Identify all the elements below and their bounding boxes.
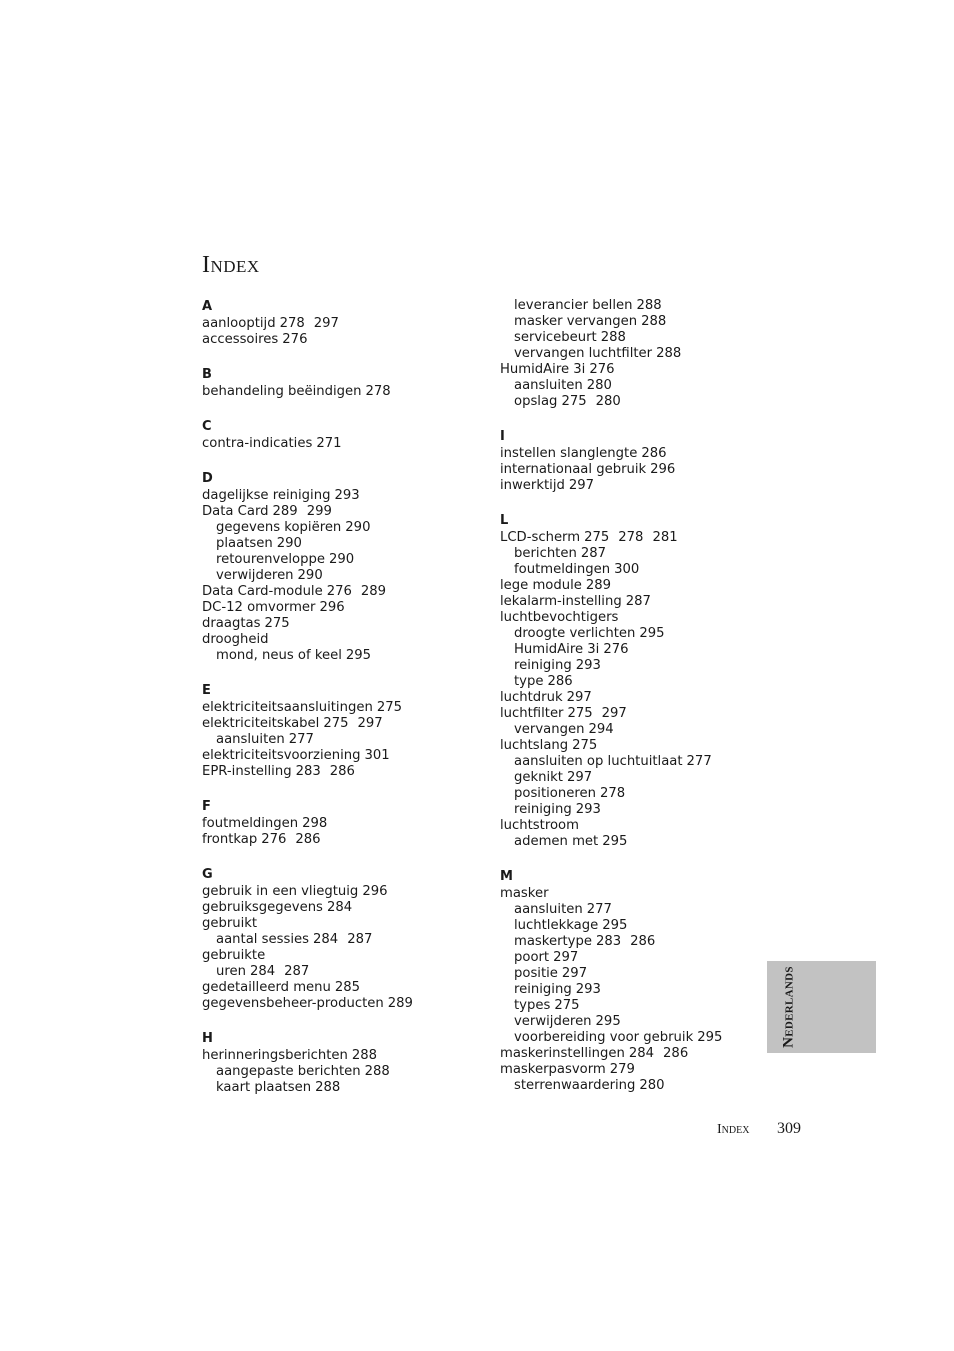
index-page-number: 301 [364, 748, 390, 763]
index-page-number: 275 [561, 394, 587, 409]
index-entry [202, 996, 502, 1012]
index-page-number: 284 [313, 932, 339, 947]
index-entry [202, 900, 502, 916]
index-page-number: 297 [357, 716, 383, 731]
index-entry [500, 478, 760, 494]
index-term: retourenveloppe [216, 552, 325, 567]
index-term: inwerktijd [500, 478, 565, 493]
index-page-number: 277 [686, 754, 712, 769]
index-subentry [500, 802, 760, 818]
index-page-number: 290 [276, 536, 302, 551]
index-term: opslag [514, 394, 558, 409]
index-entry [202, 716, 502, 732]
index-subentry [202, 1080, 502, 1096]
index-term: gebruiksgegevens [202, 900, 323, 915]
index-letter-heading: A [202, 299, 213, 314]
index-term: plaatsen [216, 536, 273, 551]
index-subentry [202, 964, 502, 980]
index-entry [500, 818, 760, 834]
index-page-number: 297 [566, 770, 593, 785]
index-page-number: 294 [588, 722, 614, 737]
index-entry [202, 384, 502, 400]
index-page-number: 276 [603, 642, 629, 657]
index-term: LCD-scherm [500, 530, 581, 545]
index-page-number: 276 [261, 832, 287, 847]
index-term: mond, neus of keel [216, 648, 342, 663]
index-term: kaart plaatsen [216, 1080, 312, 1095]
index-subentry [500, 626, 760, 642]
index-subentry [500, 314, 760, 330]
index-term: masker [500, 886, 549, 901]
index-subentry [500, 642, 760, 658]
index-subentry [202, 732, 502, 748]
index-entry [202, 504, 502, 520]
index-subentry [500, 998, 760, 1014]
index-term: positioneren [514, 786, 596, 801]
index-term: droogte verlichten [514, 626, 636, 641]
index-entry [500, 738, 760, 754]
index-term: gegevens kopiëren [216, 520, 342, 535]
index-letter-heading: F [202, 799, 211, 814]
index-term: aantal sessies [216, 932, 310, 947]
index-page-number: 275 [572, 738, 598, 753]
index-page-number: 295 [595, 1014, 621, 1029]
footer-page-number: 309 [777, 1120, 801, 1137]
index-subentry [500, 658, 760, 674]
index-page-number: 281 [652, 530, 678, 545]
index-page-number: 276 [589, 362, 615, 377]
index-letter-heading: H [202, 1031, 213, 1046]
index-column-left [202, 298, 502, 1096]
index-subentry [202, 536, 502, 552]
index-entry [202, 748, 502, 764]
index-page-number: 295 [602, 918, 628, 933]
index-term: reiniging [514, 658, 572, 673]
index-term: verwijderen [216, 568, 294, 583]
index-page-number: 283 [295, 764, 321, 779]
index-subentry [500, 378, 760, 394]
index-page-number: 299 [306, 504, 332, 519]
index-page-number: 277 [586, 902, 612, 917]
index-page-number: 275 [264, 616, 290, 631]
index-subentry [500, 674, 760, 690]
index-page-number: 280 [639, 1078, 665, 1093]
index-term: lege module [500, 578, 582, 593]
index-term: foutmeldingen [514, 562, 611, 577]
index-term: aansluiten op luchtuitlaat [514, 754, 683, 769]
index-term: maskerinstellingen [500, 1046, 625, 1061]
index-subentry [500, 346, 760, 362]
index-page-number: 298 [302, 816, 328, 831]
index-subentry [500, 834, 760, 850]
index-page-number: 286 [663, 1046, 689, 1061]
language-side-tab [767, 961, 876, 1053]
index-entry [202, 948, 502, 964]
index-term: lekalarm-instelling [500, 594, 622, 609]
index-term: geknikt [514, 770, 563, 785]
index-subentry [202, 520, 502, 536]
index-term: luchtbevochtigers [500, 610, 619, 625]
index-entry [202, 916, 502, 932]
index-term: aansluiten [514, 378, 583, 393]
index-page-number: 289 [360, 584, 387, 599]
index-term: gebruikte [202, 948, 266, 963]
index-page-number: 286 [329, 764, 355, 779]
index-page-number: 288 [315, 1080, 341, 1095]
index-page-number: 288 [351, 1048, 378, 1063]
index-page-number: 296 [362, 884, 388, 899]
index-term: elektriciteitsaansluitingen [202, 700, 373, 715]
index-page-number: 278 [618, 530, 644, 545]
index-term: HumidAire 3i [500, 362, 586, 377]
index-letter-heading: C [202, 419, 212, 434]
index-page-number: 286 [547, 674, 573, 689]
index-subentry [202, 932, 502, 948]
index-page-number: 277 [288, 732, 314, 747]
index-page-number: 276 [326, 584, 352, 599]
index-entry [500, 530, 760, 546]
index-page-number: 276 [282, 332, 308, 347]
index-page-number: 288 [636, 298, 662, 313]
index-subentry [500, 394, 760, 410]
index-term: droogheid [202, 632, 269, 647]
index-page-number: 297 [601, 706, 627, 721]
index-term: masker vervangen [514, 314, 638, 329]
index-subentry [500, 786, 760, 802]
footer-section-label: Index [717, 1122, 750, 1137]
index-term: vervangen [514, 722, 585, 737]
index-entry [202, 764, 502, 780]
index-page-number: 275 [554, 998, 580, 1013]
index-subentry [500, 562, 760, 578]
index-term: positie [514, 966, 558, 981]
index-subentry [500, 902, 760, 918]
index-page-number: 284 [326, 900, 353, 915]
index-page-number: 295 [639, 626, 665, 641]
index-term: gebruikt [202, 916, 258, 931]
index-page-number: 280 [595, 394, 621, 409]
index-subentry [500, 722, 760, 738]
index-subentry [500, 1014, 760, 1030]
index-page-number: 284 [628, 1046, 655, 1061]
index-page-number: 289 [272, 504, 298, 519]
index-page-number: 297 [553, 950, 579, 965]
index-term: aansluiten [514, 902, 583, 917]
index-subentry [202, 648, 502, 664]
index-term: HumidAire 3i [514, 642, 600, 657]
index-entry [500, 1062, 760, 1078]
index-page-number: 278 [365, 384, 391, 399]
index-term: Data Card [202, 504, 269, 519]
index-entry [500, 578, 760, 594]
index-entry [202, 584, 502, 600]
index-page-number: 295 [697, 1030, 723, 1045]
index-term: gegevensbeheer-producten [202, 996, 384, 1011]
index-term: gebruik in een vliegtuig [202, 884, 359, 899]
index-term: luchtfilter [500, 706, 564, 721]
index-page-number: 293 [575, 982, 601, 997]
index-entry [202, 832, 502, 848]
index-page-number: 293 [575, 658, 601, 673]
index-entry [500, 706, 760, 722]
index-page-number: 296 [650, 462, 676, 477]
index-page-number: 275 [323, 716, 349, 731]
index-page-number: 287 [580, 546, 606, 561]
index-page-number: 287 [347, 932, 373, 947]
index-term: verwijderen [514, 1014, 592, 1029]
index-subentry [202, 552, 502, 568]
index-page-number: 286 [295, 832, 321, 847]
index-term: aansluiten [216, 732, 285, 747]
index-term: behandeling beëindigen [202, 384, 362, 399]
index-page-number: 288 [600, 330, 626, 345]
index-term: accessoires [202, 332, 279, 347]
index-term: instellen slanglengte [500, 446, 638, 461]
index-entry [500, 886, 760, 902]
index-term: maskertype [514, 934, 592, 949]
index-term: aanlooptijd [202, 316, 276, 331]
index-term: draagtas [202, 616, 261, 631]
index-entry [202, 1048, 502, 1064]
index-page-number: 289 [585, 578, 612, 593]
index-subentry [500, 918, 760, 934]
index-subentry [500, 298, 760, 314]
index-subentry [500, 950, 760, 966]
index-entry [202, 632, 502, 648]
index-page-number: 297 [568, 478, 595, 493]
index-page-number: 295 [602, 834, 628, 849]
index-page-number: 290 [328, 552, 355, 567]
index-page-number: 288 [364, 1064, 390, 1079]
index-term: vervangen luchtfilter [514, 346, 653, 361]
index-term: aangepaste berichten [216, 1064, 361, 1079]
index-page-number: 297 [313, 316, 339, 331]
index-page-number: 284 [249, 964, 276, 979]
index-page-number: 275 [567, 706, 593, 721]
index-column-right [500, 298, 760, 1094]
index-term: Data Card-module [202, 584, 323, 599]
index-subentry [500, 982, 760, 998]
index-page-number: 271 [316, 436, 342, 451]
index-subentry [500, 1030, 760, 1046]
index-page-number: 280 [586, 378, 612, 393]
index-letter-heading: E [202, 683, 211, 698]
index-entry [500, 362, 760, 378]
index-term: elektriciteitsvoorziening [202, 748, 361, 763]
index-page-number: 275 [584, 530, 610, 545]
index-term: luchtdruk [500, 690, 563, 705]
index-page-number: 285 [334, 980, 361, 995]
index-entry [202, 980, 502, 996]
index-subentry [500, 754, 760, 770]
index-entry [202, 884, 502, 900]
index-term: herinneringsberichten [202, 1048, 348, 1063]
index-entry [500, 594, 760, 610]
index-term: frontkap [202, 832, 258, 847]
index-entry [202, 816, 502, 832]
index-page-number: 289 [387, 996, 413, 1011]
index-subentry [500, 546, 760, 562]
index-page-number: 279 [609, 1062, 635, 1077]
index-term: maskerpasvorm [500, 1062, 606, 1077]
index-page-number: 300 [614, 562, 640, 577]
index-page-number: 297 [566, 690, 592, 705]
index-entry [500, 462, 760, 478]
index-entry [202, 436, 502, 452]
index-entry [202, 700, 502, 716]
index-term: sterrenwaardering [514, 1078, 636, 1093]
index-page-number: 287 [625, 594, 651, 609]
index-term: types [514, 998, 551, 1013]
index-letter-heading: D [202, 471, 213, 486]
index-entry [500, 446, 760, 462]
index-term: internationaal gebruik [500, 462, 647, 477]
index-page-number: 275 [376, 700, 402, 715]
index-term: dagelijkse reiniging [202, 488, 331, 503]
index-page-number: 290 [297, 568, 323, 583]
index-entry [202, 332, 502, 348]
index-letter-heading: B [202, 367, 212, 382]
index-term: ademen met [514, 834, 599, 849]
index-term: uren [216, 964, 246, 979]
index-letter-heading: M [500, 869, 513, 884]
index-term: type [514, 674, 544, 689]
index-letter-heading: L [500, 513, 509, 528]
index-page-number: 283 [595, 934, 622, 949]
index-term: luchtslang [500, 738, 569, 753]
index-page-number: 286 [641, 446, 667, 461]
index-term: servicebeurt [514, 330, 597, 345]
page-title: Index [202, 252, 260, 278]
index-entry [500, 1046, 760, 1062]
index-entry [202, 316, 502, 332]
index-term: DC-12 omvormer [202, 600, 316, 615]
index-page-number: 290 [345, 520, 371, 535]
index-term: leverancier bellen [514, 298, 633, 313]
index-term: poort [514, 950, 550, 965]
index-page-number: 295 [345, 648, 372, 663]
index-page-number: 288 [641, 314, 667, 329]
index-page-number: 278 [599, 786, 626, 801]
index-page-number: 278 [279, 316, 305, 331]
index-term: contra-indicaties [202, 436, 313, 451]
index-entry [202, 488, 502, 504]
index-term: EPR-instelling [202, 764, 292, 779]
index-subentry [500, 966, 760, 982]
index-term: luchtstroom [500, 818, 579, 833]
index-page-number: 288 [656, 346, 682, 361]
index-subentry [202, 1064, 502, 1080]
index-term: voorbereiding voor gebruik [514, 1030, 694, 1045]
index-term: luchtlekkage [514, 918, 599, 933]
index-page-number: 293 [334, 488, 360, 503]
index-subentry [500, 770, 760, 786]
index-page-number: 296 [319, 600, 345, 615]
index-letter-heading: I [500, 429, 505, 444]
index-page-number: 297 [561, 966, 588, 981]
index-term: berichten [514, 546, 577, 561]
index-page-number: 286 [630, 934, 656, 949]
index-term: elektriciteitskabel [202, 716, 320, 731]
index-letter-heading: G [202, 867, 213, 882]
index-term: reiniging [514, 802, 572, 817]
index-term: gedetailleerd menu [202, 980, 331, 995]
index-entry [202, 600, 502, 616]
index-page-number: 293 [575, 802, 601, 817]
index-entry [500, 690, 760, 706]
index-subentry [500, 934, 760, 950]
index-subentry [500, 330, 760, 346]
index-term: foutmeldingen [202, 816, 299, 831]
index-subentry [202, 568, 502, 584]
index-entry [500, 610, 760, 626]
index-term: reiniging [514, 982, 572, 997]
index-subentry [500, 1078, 760, 1094]
index-entry [202, 616, 502, 632]
index-page-number: 287 [284, 964, 310, 979]
side-tab-label: Nederlands [780, 966, 797, 1048]
